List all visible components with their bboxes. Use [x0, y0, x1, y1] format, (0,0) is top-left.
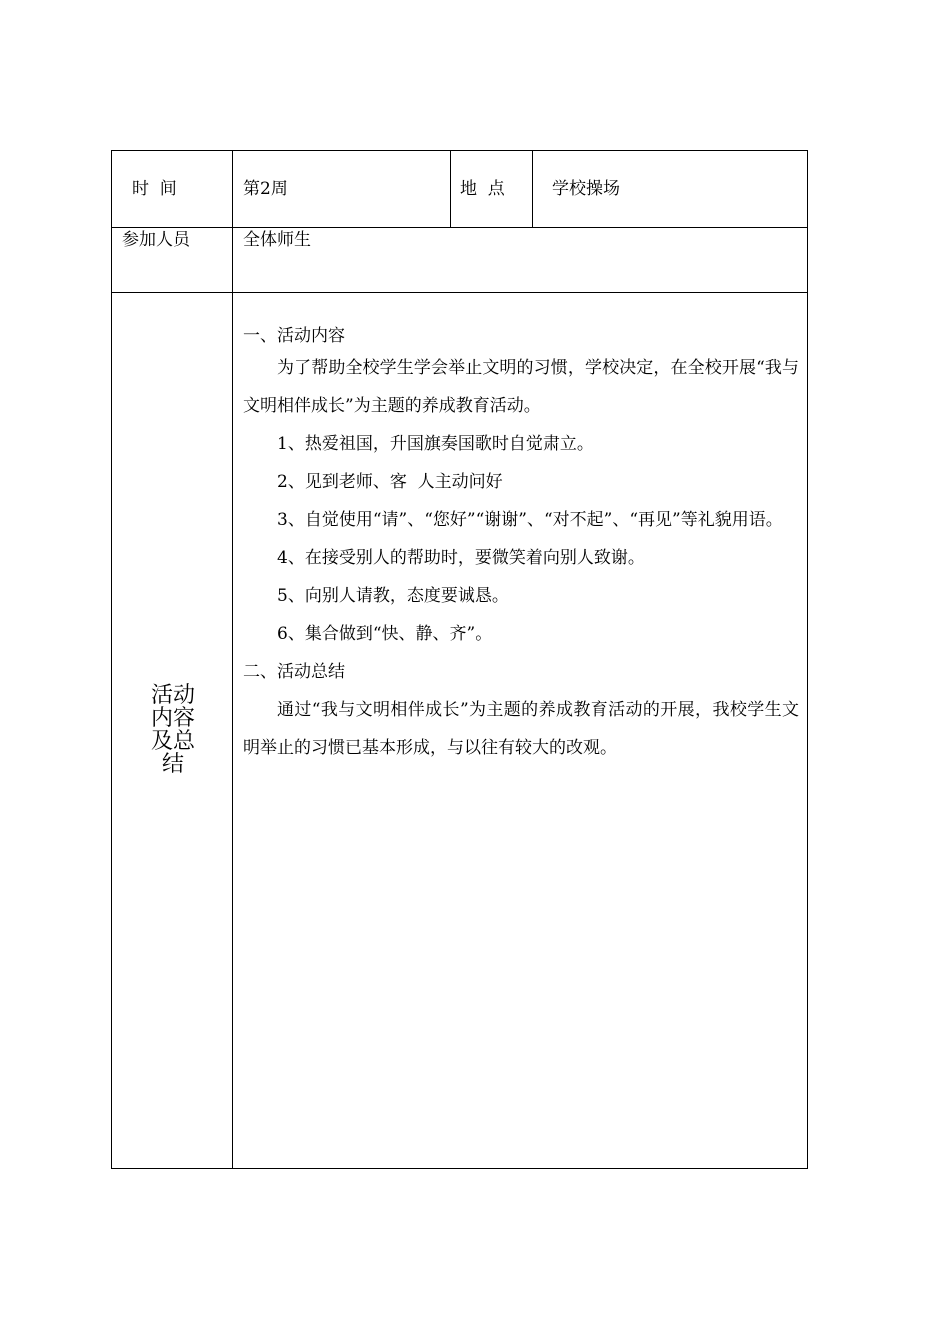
activity-content-cell — [233, 293, 808, 1169]
time-label: 时 间 — [132, 178, 177, 199]
section2-heading: 二、活动总结 — [243, 662, 345, 682]
activity-row — [112, 293, 808, 1169]
participants-value: 全体师生 — [243, 230, 311, 250]
list-item: 1、热爱祖国，升国旗奏国歌时自觉肃立。 — [277, 434, 594, 454]
time-value: 第2周 — [243, 178, 288, 199]
participants-row — [112, 228, 808, 293]
list-item: 5、向别人请教，态度要诚恳。 — [277, 586, 509, 606]
place-label: 地 点 — [460, 178, 505, 199]
participants-label: 参加人员 — [122, 230, 190, 250]
place-value-cell — [533, 151, 808, 228]
list-item: 4、在接受别人的帮助时，要微笑着向别人致谢。 — [277, 548, 645, 568]
participants-value-cell — [233, 228, 808, 293]
time-place-row — [112, 151, 808, 228]
section2-text: 通过“我与文明相伴成长”为主题的养成教育活动的开展，我校学生文明举止的习惯已基本形成，与以往有较大的改观。 — [243, 700, 799, 758]
activity-record-table — [111, 150, 808, 1169]
list-item: 6、集合做到“快、静、齐”。 — [277, 624, 493, 644]
list-item: 3、自觉使用“请”、“您好”“谢谢”、“对不起”、“再见”等礼貌用语。 — [277, 510, 783, 530]
section1-heading: 一、活动内容 — [243, 326, 345, 346]
section1-intro: 为了帮助全校学生学会举止文明的习惯，学校决定，在全校开展“我与文明相伴成长”为主题的养成教育活动。 — [243, 358, 799, 416]
list-item: 2、见到老师、客 人主动问好 — [277, 472, 503, 492]
activity-label-cell — [112, 293, 233, 1169]
time-value-cell — [233, 151, 451, 228]
place-label-cell — [451, 151, 533, 228]
place-value: 学校操场 — [552, 178, 620, 199]
participants-label-cell — [112, 228, 233, 293]
activity-label: 活动内容及总结 — [150, 683, 195, 778]
time-label-cell — [112, 151, 233, 228]
